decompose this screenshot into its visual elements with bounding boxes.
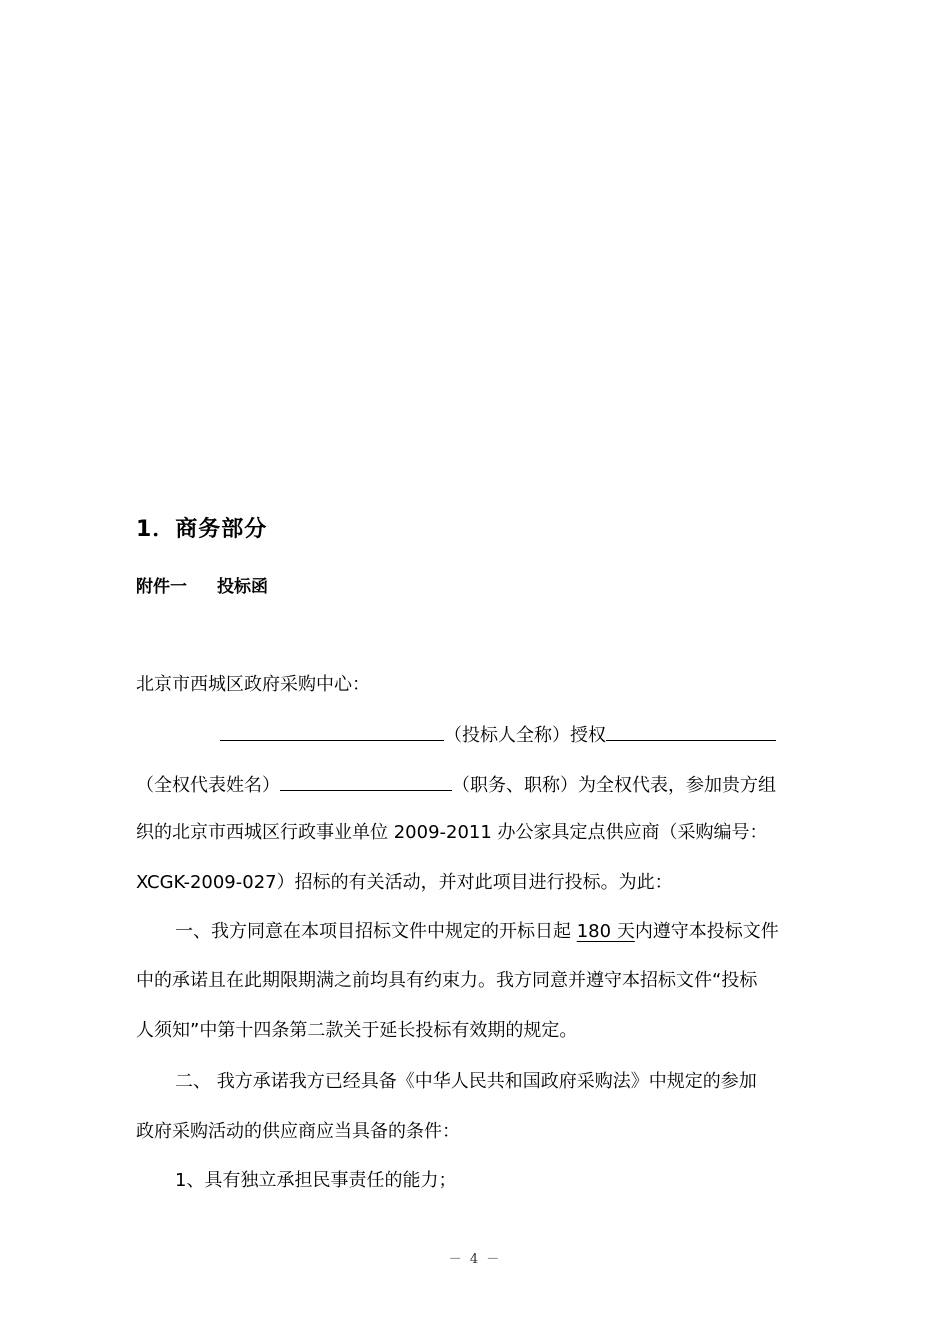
letter-line-3: 织的北京市西城区行政事业单位 2009-2011 办公家具定点供应商（采购编号： — [136, 822, 768, 843]
page-number: － 4 － — [448, 1252, 502, 1267]
item-2: 二、 我方承诺我方已经具备《中华人民共和国政府采购法》中规定的参加 — [175, 1071, 757, 1092]
sub-item-1: 1、具有独立承担民事责任的能力； — [175, 1170, 457, 1191]
item-1-line-3: 人须知”中第十四条第二款关于延长投标有效期的规定。 — [136, 1020, 578, 1041]
item-1-suffix: 内遵守本投标文件 — [634, 921, 779, 942]
bidder-name-blank — [220, 722, 444, 741]
section-title: 1．商务部分 — [136, 517, 268, 542]
letter-line-1-text: （投标人全称）授权 — [444, 725, 606, 746]
letter-line-2-text-a: （全权代表姓名） — [136, 775, 280, 796]
item-1-line-2: 中的承诺且在此期限期满之前均具有约束力。我方同意并遵守本招标文件“投标 — [136, 970, 758, 991]
validity-days: 180 天 — [576, 921, 635, 942]
attachment-label: 附件一 — [136, 577, 187, 597]
representative-blank — [280, 772, 452, 791]
letter-line-1 — [220, 722, 776, 748]
addressee: 北京市西城区政府采购中心： — [136, 674, 370, 695]
letter-line-4: XCGK-2009-027）招标的有关活动，并对此项目进行投标。为此： — [136, 872, 673, 893]
attachment-heading — [136, 572, 268, 597]
authorizer-blank — [606, 722, 776, 741]
letter-line-2 — [136, 772, 776, 798]
item-1 — [175, 920, 779, 944]
item-2-line-2: 政府采购活动的供应商应当具备的条件： — [136, 1121, 460, 1142]
item-1-prefix: 一、我方同意在本项目招标文件中规定的开标日起 — [175, 921, 577, 942]
letter-line-2-text-b: （职务、职称）为全权代表，参加贵方组 — [452, 775, 776, 796]
attachment-name: 投标函 — [217, 577, 268, 597]
